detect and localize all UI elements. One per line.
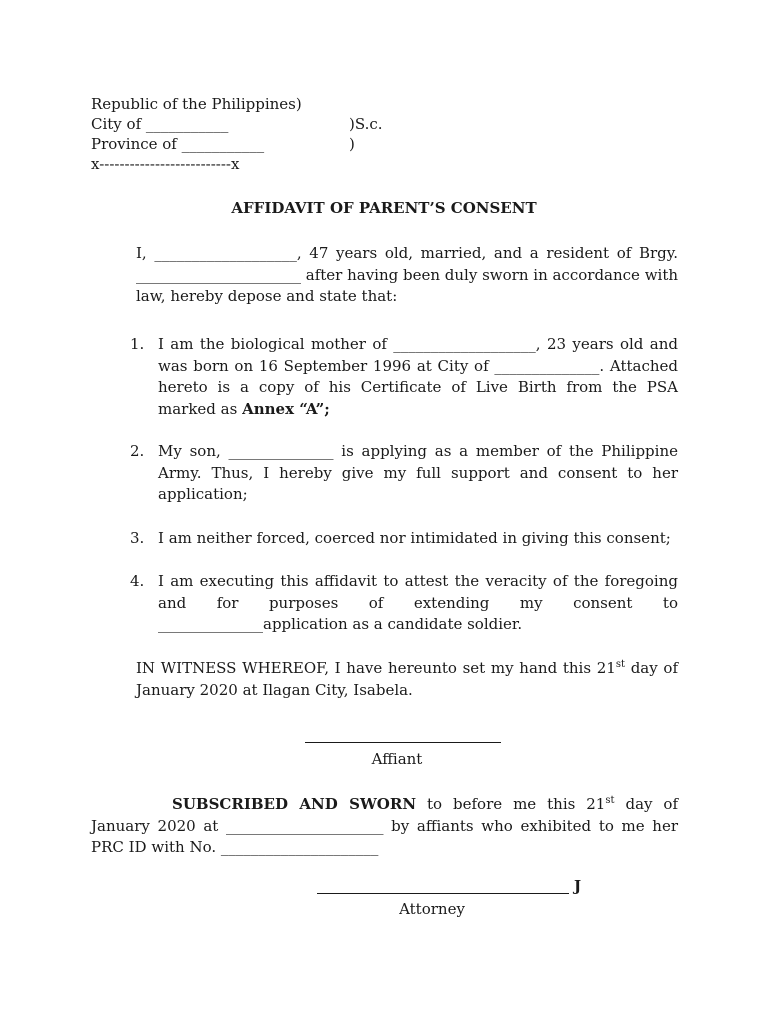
caption-republic: Republic of the Philippines)	[91, 95, 302, 113]
affiant-signature-line	[305, 742, 501, 743]
jurat-text-end: day of January 2020 at _____________________ by affiants who exhibited to me her PRC ID with No. _____________________	[91, 795, 679, 856]
caption-sc: )S.c.	[349, 115, 383, 133]
list-item-2-text: My son, ______________ is applying as a member of the Philippine Army. Thus, I hereby give my full support and consent to her application;	[158, 442, 678, 503]
list-item-3	[130, 528, 678, 550]
attorney-label: Attorney	[399, 900, 465, 918]
jurat-bold: SUBSCRIBED AND SWORN	[172, 795, 417, 813]
list-item-2	[130, 441, 678, 506]
list-item-4-line3: ______________application as a candidate soldier.	[158, 615, 523, 633]
list-item-1	[130, 334, 678, 420]
list-item-4	[130, 571, 678, 636]
list-item-4-number: 4.	[130, 572, 145, 590]
caption-separator: x--------------------------x	[91, 155, 240, 173]
caption-city	[91, 114, 302, 134]
jurat-ordinal: st	[605, 795, 615, 806]
affiant-label: Affiant	[371, 750, 423, 768]
list-item-3-number: 3.	[130, 529, 145, 547]
list-item-4-text	[158, 571, 678, 636]
document-title: AFFIDAVIT OF PARENT’S CONSENT	[231, 199, 537, 217]
caption-city-text: City of ___________	[91, 115, 229, 133]
list-item-4-line1: I am executing this affidavit to attest the veracity of the foregoing	[158, 572, 678, 590]
list-item-1-text	[158, 334, 678, 420]
witness-text: IN WITNESS WHEREOF, I have hereunto set my hand this 21	[136, 659, 616, 677]
attorney-suffix: J	[574, 877, 582, 895]
caption-paren: )	[349, 135, 355, 153]
list-item-3-text: I am neither forced, coerced nor intimidated in giving this consent;	[158, 529, 671, 547]
jurat-paragraph	[91, 794, 678, 859]
caption-block	[91, 94, 302, 174]
list-item-2-number: 2.	[130, 442, 145, 460]
witness-text-end: day of January 2020 at Ilagan City, Isabela.	[136, 659, 678, 699]
witness-ordinal: st	[615, 659, 625, 670]
attorney-signature-line	[317, 893, 569, 894]
caption-province-text: Province of ___________	[91, 135, 265, 153]
list-item-1-body: I am the biological mother of ___________________, 23 years old and was born on 16 September 1996 at City of ______________. Attached hereto is a copy of his Certificate of Live Birth from the PSA marked as	[158, 335, 678, 418]
witness-paragraph	[91, 658, 678, 701]
intro-paragraph: I, ___________________, 47 years old, married, and a resident of Brgy. ______________________ after having been duly sworn in accordance with law, hereby depose and state that:	[136, 244, 679, 305]
annex-label: Annex “A”;	[242, 399, 330, 418]
caption-province	[91, 134, 302, 154]
list-item-4-line2: and for purposes of extending my consent to	[158, 593, 678, 612]
jurat-text: to before me this 21	[416, 795, 606, 813]
list-item-1-number: 1.	[130, 335, 145, 353]
